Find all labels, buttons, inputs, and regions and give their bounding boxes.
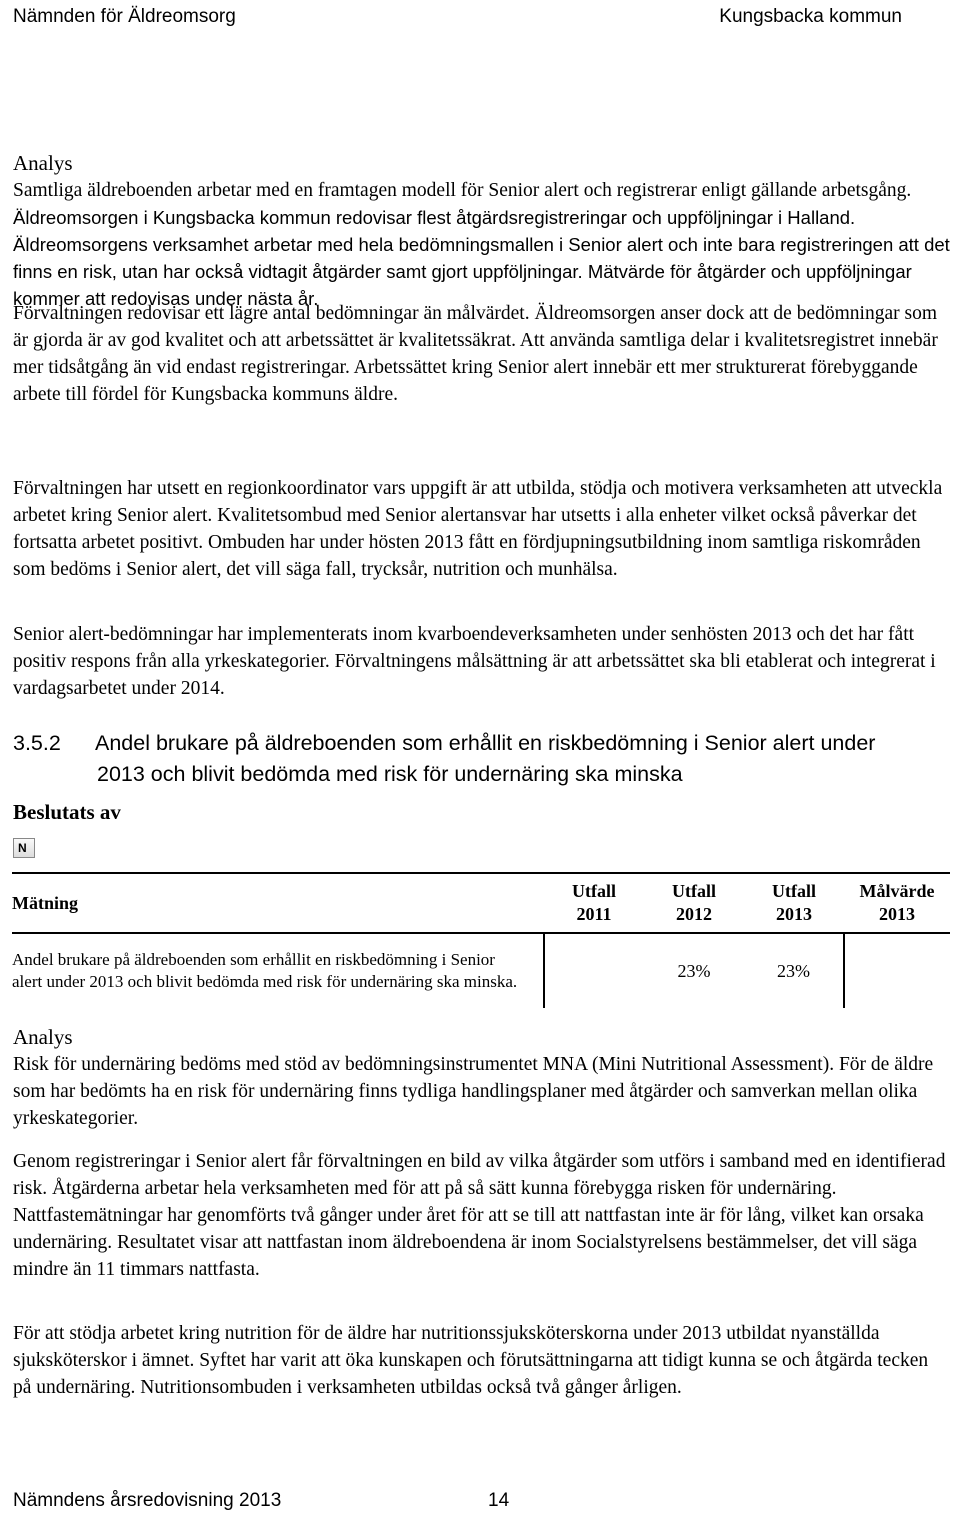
analysis-heading-2: Analys	[13, 1025, 73, 1049]
header-cell-target-2013: Målvärde 2013	[844, 873, 950, 933]
value-target-2013	[844, 933, 950, 1008]
decided-by-label: Beslutats av	[13, 800, 121, 824]
value-2011	[544, 933, 644, 1008]
analysis-section-2	[13, 1023, 955, 1132]
analysis-2-paragraph-2: Genom registreringar i Senior alert får förvaltningen en bild av vilka åtgärder som utförs i samband med en identifierad risk. Åtgärderna arbetar hela verksamheten med för att på så sätt kunna förebygga risken för undernäring. Nattfastemätningar har genomförts två gånger under året för att se till att nattfastan inte är för lång, vilket kan orsaka undernäring. Resultatet visar att nattfastan inom äldreboendena är inom Socialstyrelsens bestämmelser, det vill säga mindre än 11 timmars nattfasta.	[13, 1151, 946, 1280]
analysis-2-paragraph-2-wrap	[13, 1148, 951, 1283]
footer-title: Nämndens årsredovisning 2013	[13, 1490, 282, 1511]
analysis-paragraph-2: Förvaltningen redovisar ett lägre antal bedömningar än målvärdet. Äldreomsorgen anser dock att de bedömningar som är gjorda är av god kvalitet och att arbetssättet är kvalitetssäkrat. Att använda samtliga delar i kvalitetsregistret innebär mer tidsåtgång än vid endast registreringar. Arbetssättet kring Senior alert innebär ett mer strukturerat förebyggande arbete till fördel för Kungsbacka kommuns äldre.	[13, 303, 938, 405]
analysis-paragraph-3-wrap	[13, 475, 948, 583]
analysis-paragraph-sans: Äldreomsorgen i Kungsbacka kommun redovisar flest åtgärdsregistreringar och uppföljningar i Halland. Äldreomsorgens verksamhet arbetar med hela bedömningsmallen i Senior alert och inte bara registreringen att det finns en risk, utan har också vidtagit åtgärder samt gjort uppföljningar. Mätvärde för åtgärder och uppföljningar kommer att redovisas under nästa år.	[13, 207, 950, 309]
analysis-2-paragraph-3-wrap	[13, 1320, 948, 1401]
table-row	[12, 933, 950, 1008]
n-icon-letter: N	[18, 841, 27, 855]
header-cell-outcome-2012: Utfall 2012	[644, 873, 744, 933]
analysis-paragraph-4: Senior alert-bedömningar har implementerats inom kvarboendeverksamheten under senhösten 2013 och det har fått positiv respons från alla yrkeskategorier. Förvaltningens målsättning är att arbetssättet ska bli etablerat och integrerat i vardagsarbetet under 2014.	[13, 624, 936, 699]
row-label: Andel brukare på äldreboenden som erhållit en riskbedömning i Senior alert under 2013 och blivit bedömda med risk för undernäring ska minska.	[12, 933, 544, 1008]
analysis-paragraph-4-wrap	[13, 621, 953, 702]
header-municipality: Kungsbacka kommun	[719, 6, 902, 27]
section-title-line-2: 2013 och blivit bedömda med risk för undernäring ska minska	[97, 762, 683, 786]
analysis-paragraph-serif: Samtliga äldreboenden arbetar med en framtagen modell för Senior alert och registrerar enligt gällande arbetsgång.	[13, 180, 912, 201]
table-header-row	[12, 873, 950, 933]
n-document-icon	[13, 838, 35, 858]
analysis-2-paragraph-3: För att stödja arbetet kring nutrition för de äldre har nutritionssjuksköterskorna under 2013 utbildat nyanställda sjuksköterskor i ämnet. Syftet har varit att öka kunskapen och förutsättningarna att tidigt kunna se och åtgärda tecken på undernäring. Nutritionsombuden i verksamheten utbildas också två gånger årligen.	[13, 1323, 929, 1398]
header-cell-outcome-2011: Utfall 2011	[544, 873, 644, 933]
analysis-2-paragraph-1: Risk för undernäring bedöms med stöd av bedömningsinstrumentet MNA (Mini Nutritional Assessment). För de äldre som har bedömts ha en risk för undernäring finns tydliga handlingsplaner med åtgärder och samverkan mellan olika yrkeskategorier.	[13, 1054, 934, 1129]
header-cell-measurement: Mätning	[12, 873, 544, 933]
section-number: 3.5.2	[13, 731, 61, 755]
analysis-paragraph-3: Förvaltningen har utsett en regionkoordinator vars uppgift är att utbilda, stödja och motivera verksamheten att utveckla arbetet kring Senior alert. Kvalitetsombud med Senior alertansvar har utsetts i alla enheter vilket också påverkar det fortsatta arbetet positivt. Ombuden har under hösten 2013 fått en fördjupningsutbildning inom samtliga riskområden som bedöms i Senior alert, det vill säga fall, trycksår, nutrition och munhälsa.	[13, 478, 943, 580]
value-2012: 23%	[677, 961, 711, 981]
analysis-heading: Analys	[13, 151, 73, 175]
footer-page-number: 14	[488, 1490, 510, 1511]
measurement-table	[12, 872, 950, 1008]
analysis-section-1	[13, 149, 953, 312]
analysis-paragraph-2-wrap	[13, 300, 955, 408]
section-title-line-1: Andel brukare på äldreboenden som erhållit en riskbedömning i Senior alert under	[95, 731, 876, 755]
value-2013: 23%	[777, 961, 810, 981]
header-cell-outcome-2013: Utfall 2013	[744, 873, 844, 933]
header-department: Nämnden för Äldreomsorg	[13, 6, 236, 27]
